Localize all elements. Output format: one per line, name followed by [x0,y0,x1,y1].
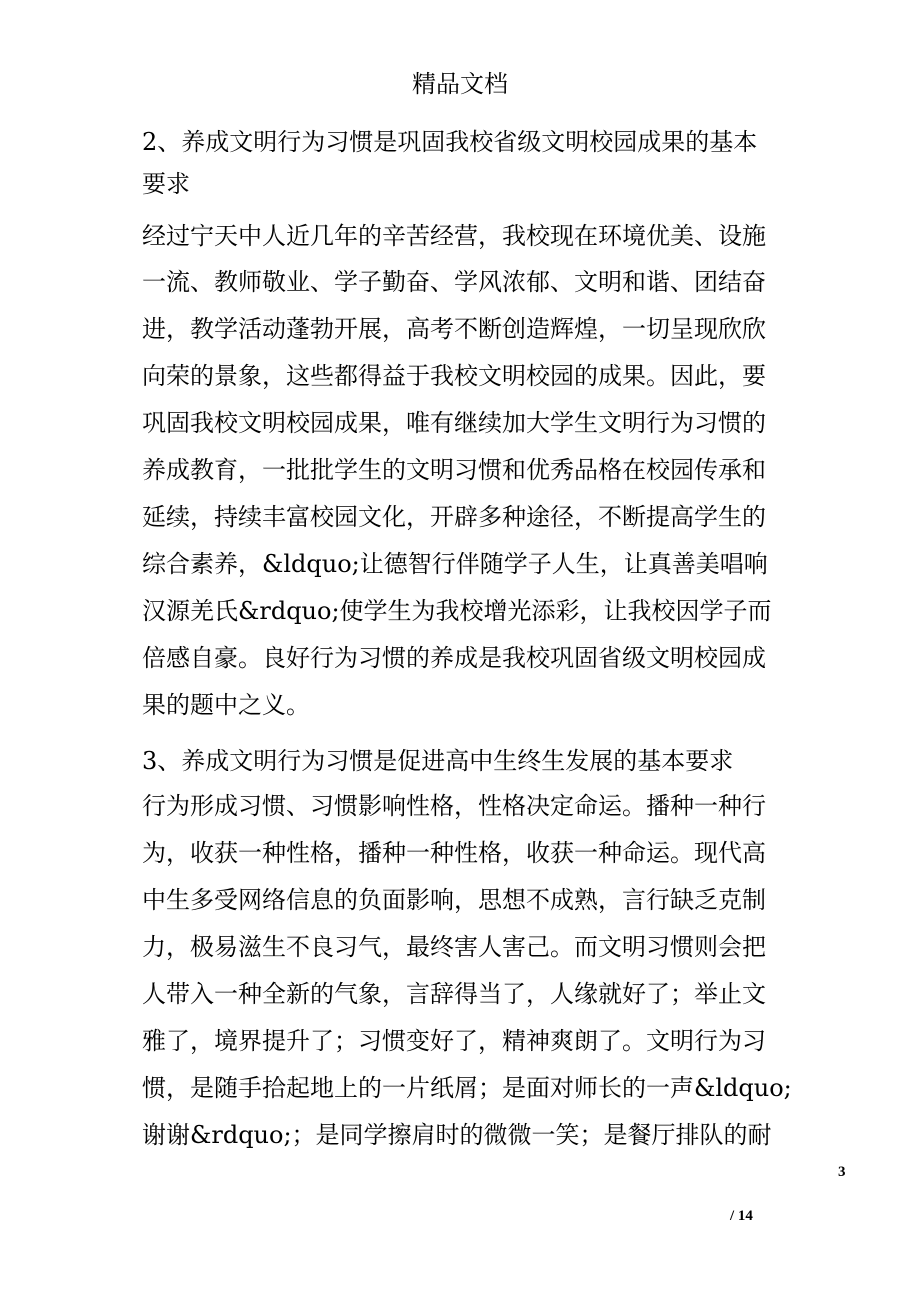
text-line: 雅了，境界提升了；习惯变好了，精神爽朗了。文明行为习 [142,1027,766,1055]
text-line: 倍感自豪。良好行为习惯的养成是我校巩固省级文明校园成 [142,644,766,672]
text-line: 谢谢&rdquo;；是同学擦肩时的微微一笑；是餐厅排队的耐 [142,1121,772,1149]
text-line: 惯，是随手拾起地上的一片纸屑；是面对师长的一声&ldquo; [142,1074,792,1102]
text-line: 汉源羌氏&rdquo;使学生为我校增光添彩，让我校因学子而 [142,597,772,625]
page-header-title: 精品文档 [412,70,508,98]
text-line: 要求 [142,170,190,198]
text-line: 巩固我校文明校园成果，唯有继续加大学生文明行为习惯的 [142,409,766,437]
text-line: 进，教学活动蓬勃开展，高考不断创造辉煌，一切呈现欣欣 [142,315,766,343]
page-total: / 14 [730,1208,753,1224]
page-number: 3 [838,1164,846,1180]
text-line: 养成教育，一批批学生的文明习惯和优秀品格在校园传承和 [142,456,766,484]
text-line: 人带入一种全新的气象，言辞得当了，人缘就好了；举止文 [142,980,766,1008]
text-line: 力，极易滋生不良习气，最终害人害己。而文明习惯则会把 [142,933,766,961]
text-line: 2、养成文明行为习惯是巩固我校省级文明校园成果的基本 [142,128,758,156]
text-line: 为，收获一种性格，播种一种性格，收获一种命运。现代高 [142,839,766,867]
text-line: 果的题中之义。 [142,691,310,719]
text-line: 向荣的景象，这些都得益于我校文明校园的成果。因此，要 [142,362,766,390]
text-line: 经过宁天中人近几年的辛苦经营，我校现在环境优美、设施 [142,222,766,250]
text-line: 3、养成文明行为习惯是促进高中生终生发展的基本要求 [142,747,734,775]
text-line: 一流、教师敬业、学子勤奋、学风浓郁、文明和谐、团结奋 [142,268,766,296]
text-line: 行为形成习惯、习惯影响性格，性格决定命运。播种一种行 [142,792,766,820]
text-line: 延续，持续丰富校园文化，开辟多种途径，不断提高学生的 [142,503,766,531]
text-line: 中生多受网络信息的负面影响，思想不成熟，言行缺乏克制 [142,886,766,914]
text-line: 综合素养，&ldquo;让德智行伴随学子人生，让真善美唱响 [142,550,768,578]
